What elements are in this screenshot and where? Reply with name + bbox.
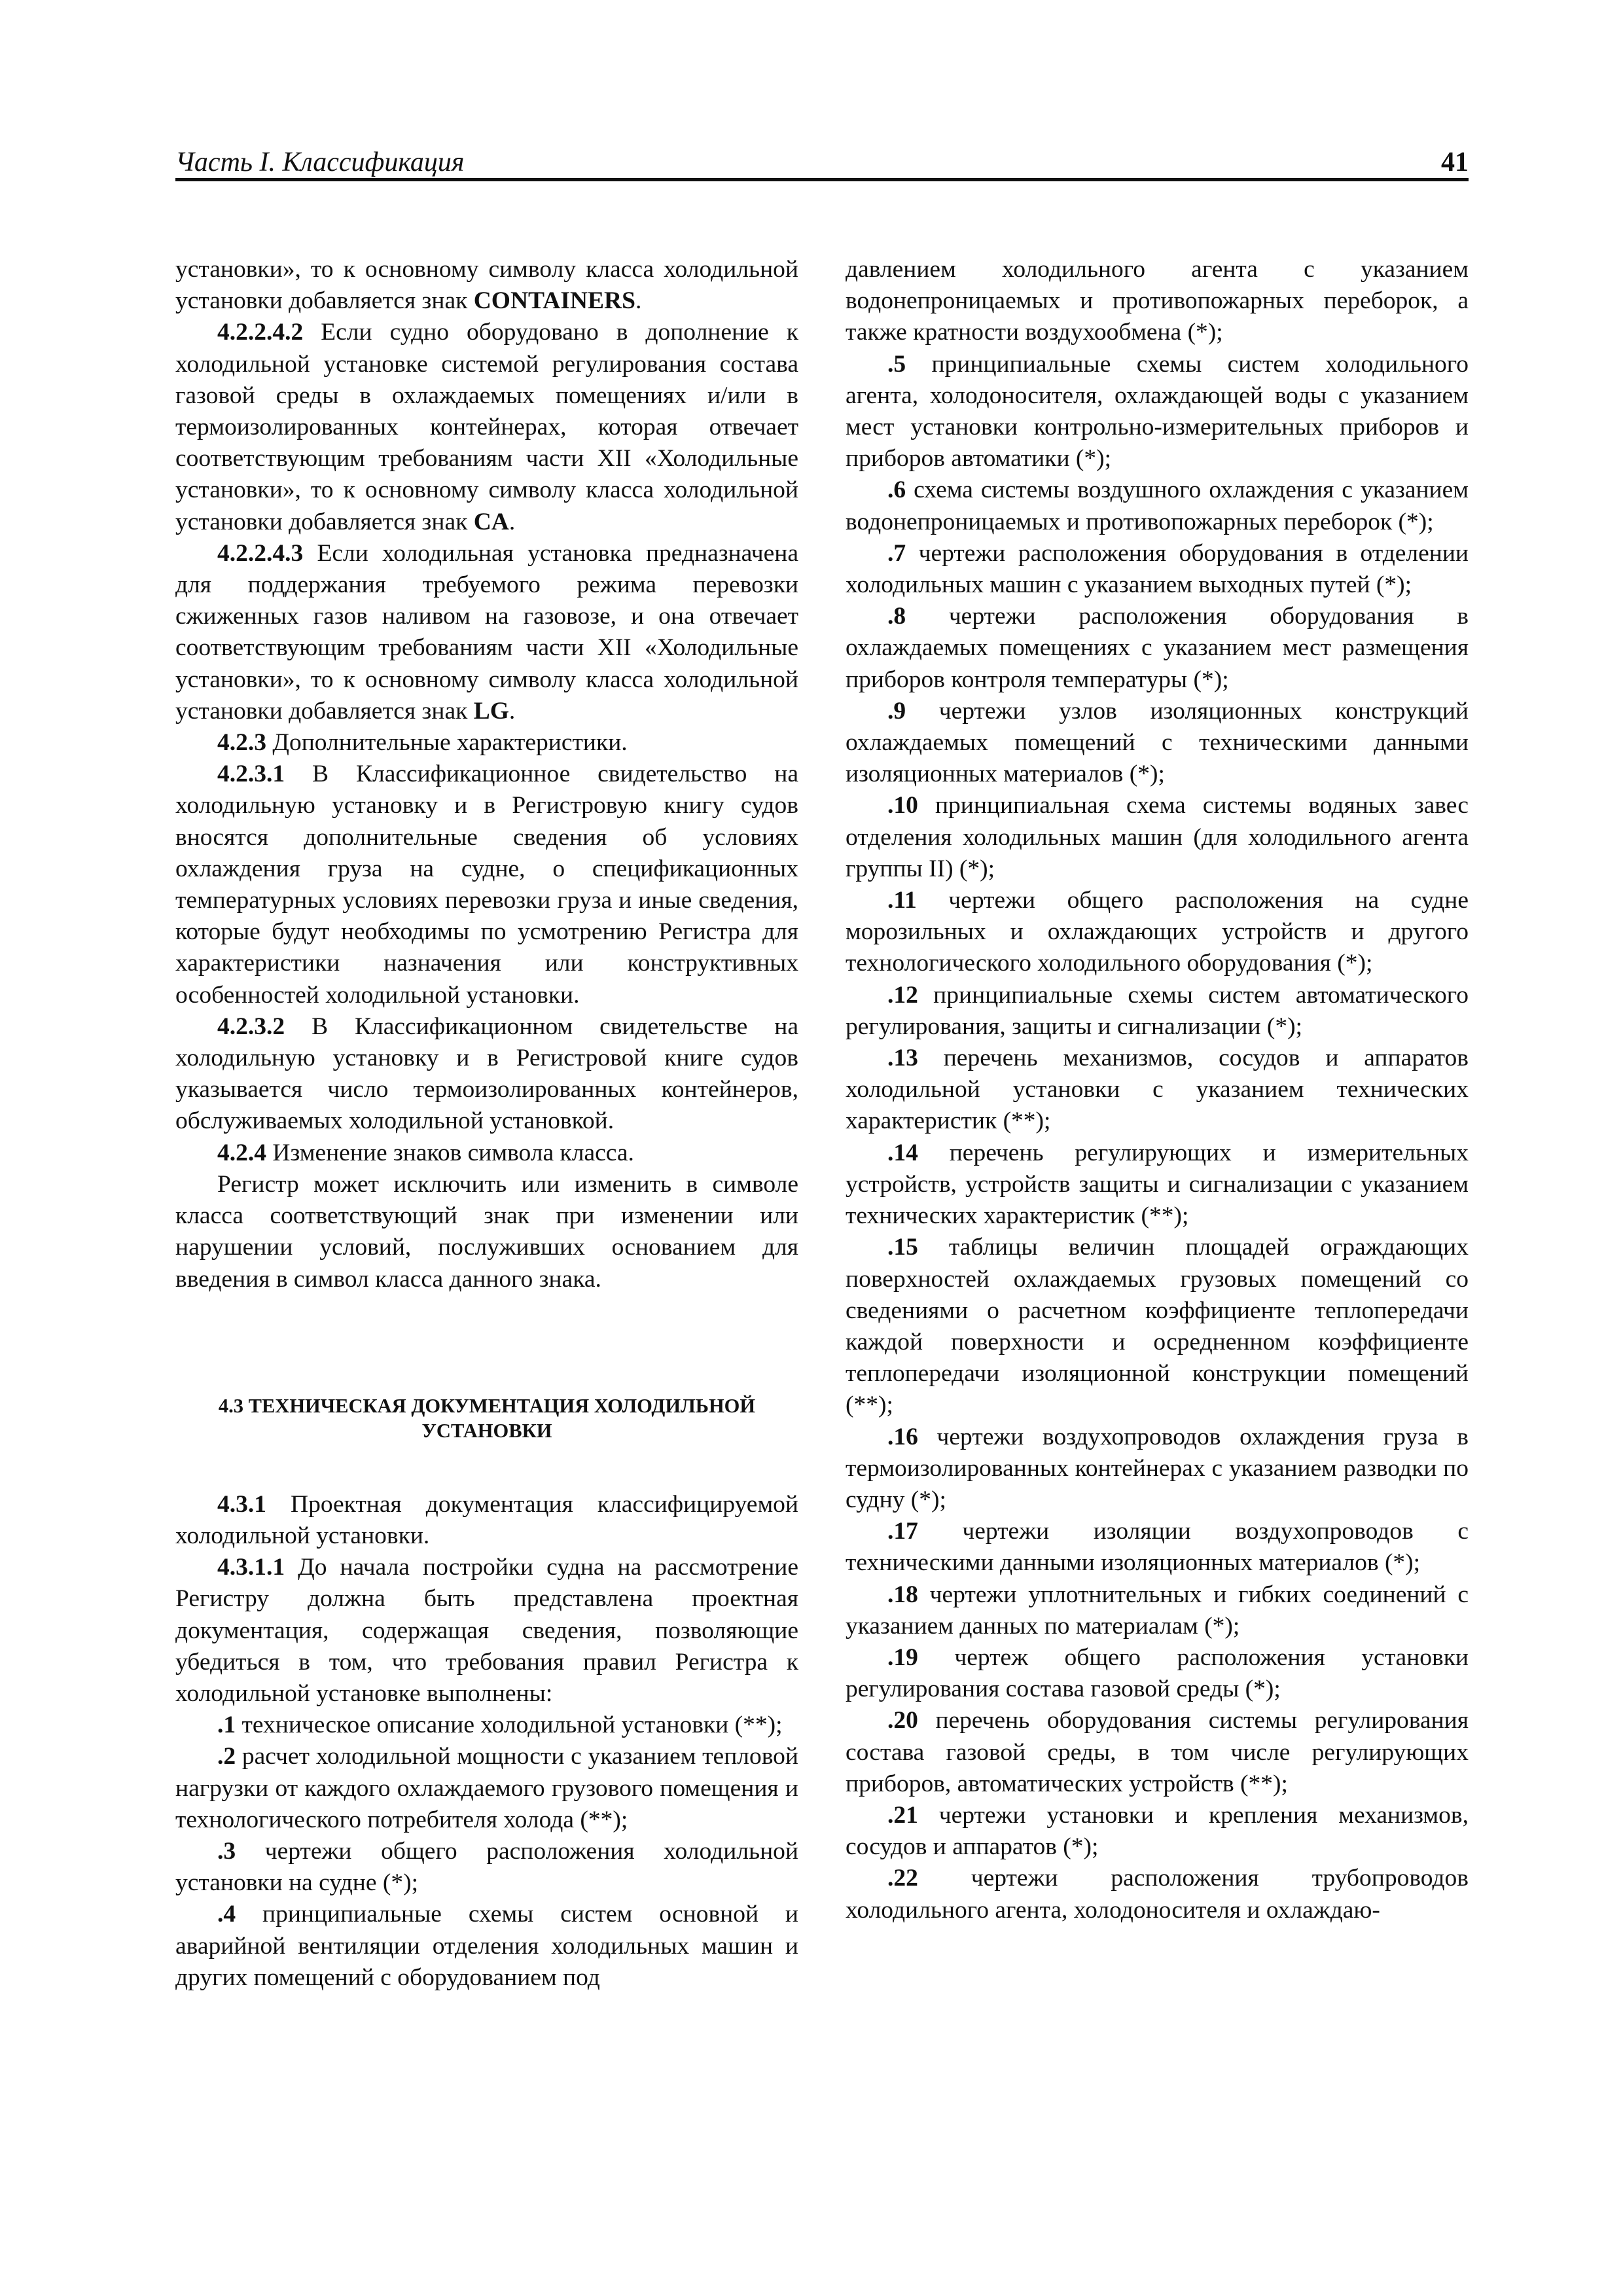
list-item: .1 техническое описание холодильной установки (**); — [217, 1712, 783, 1739]
paragraph: 4.2.3 Дополнительные характеристики. — [217, 729, 628, 757]
spacer — [175, 1443, 798, 1489]
list-item: .21 чертежи установки и крепления механизмов, сосудов и аппаратов (*); — [846, 1801, 1469, 1861]
paragraph: 4.3.1 Проектная документация классифицируемой холодильной установки. — [175, 1490, 798, 1549]
list-item: .18 чертежи уплотнительных и гибких соединений с указанием данных по материалам (*); — [846, 1581, 1469, 1640]
right-column — [846, 254, 1469, 1926]
list-item: .4 принципиальные схемы систем основной и аварийной вентиляции отделения холодильных машин и других помещений с оборудованием под — [175, 1901, 798, 1991]
list-item: .8 чертежи расположения оборудования в охлаждаемых помещениях с указанием мест размещения приборов контроля температуры (*); — [846, 603, 1469, 693]
paragraph: 4.3.1.1 До начала постройки судна на рассмотрение Регистру должна быть представлена проектная документация, содержащая сведения, позволяющие убедиться в том, что требования правил Регистра к холодильной установке выполнены: — [175, 1554, 798, 1707]
running-header — [175, 145, 1469, 179]
left-paragraphs-after — [175, 1489, 798, 1994]
list-item: давлением холодильного агента с указанием водонепроницаемых и противопожарных переборок, а также кратности воздухообмена (*); — [846, 256, 1469, 346]
list-item: .11 чертежи общего расположения на судне морозильных и охлаждающих устройств и другого технологического холодильного оборудования (*); — [846, 887, 1469, 977]
page-number: 41 — [1441, 147, 1469, 177]
list-item: .22 чертежи расположения трубопроводов холодильного агента, холодоносителя и охлаждаю- — [846, 1865, 1469, 1924]
section-heading: 4.3 ТЕХНИЧЕСКАЯ ДОКУМЕНТАЦИЯ ХОЛОДИЛЬНОЙ УСТАНОВКИ — [218, 1394, 756, 1442]
list-item: .15 таблицы величин площадей ограждающих поверхностей охлаждаемых грузовых помещений со сведениями о расчетном коэффициенте теплопередачи каждой поверхности и осредненном коэффициенте теплопередачи изоляционной конструкции помещений (**); — [846, 1234, 1469, 1419]
header-rule — [175, 178, 1469, 181]
list-item: .6 схема системы воздушного охлаждения с указанием водонепроницаемых и противопожарных переборок (*); — [846, 476, 1469, 535]
paragraph: 4.2.2.4.3 Если холодильная установка предназначена для поддержания требуемого режима перевозки сжиженных газов наливом на газовозе, и она отвечает соответствующим требованиям части XII «Холодильные установки», то к основному символу класса холодильной установки добавляется знак LG. — [175, 539, 798, 725]
paragraph: 4.2.3.2 В Классификационном свидетельстве на холодильную установку и в Регистровой книге судов указывается число термоизолированных контейнеров, обслуживаемых холодильной установкой. — [175, 1013, 798, 1135]
left-column — [175, 254, 798, 1994]
list-item: .2 расчет холодильной мощности с указанием тепловой нагрузки от каждого охлаждаемого грузового помещения и технологического потребителя холода (**); — [175, 1743, 798, 1833]
paragraph: Регистр может исключить или изменить в символе класса соответствующий знак при изменении или нарушении условий, послуживших основанием для введения в символ класса данного знака. — [175, 1170, 798, 1293]
list-item: .16 чертежи воздухопроводов охлаждения груза в термоизолированных контейнерах с указанием разводки по судну (*); — [846, 1423, 1469, 1513]
list-item: .10 принципиальная схема системы водяных завес отделения холодильных машин (для холодильного агента группы II) (*); — [846, 792, 1469, 882]
list-item: .5 принципиальные схемы систем холодильного агента, холодоносителя, охлаждающей воды с указанием мест установки контрольно-измерительных приборов и приборов автоматики (*); — [846, 350, 1469, 473]
list-item: .7 чертежи расположения оборудования в отделении холодильных машин с указанием выходных путей (*); — [846, 539, 1469, 599]
list-item: .14 перечень регулирующих и измерительных устройств, устройств защиты и сигнализации с указанием технических характеристик (**); — [846, 1139, 1469, 1230]
list-item: .12 принципиальные схемы систем автоматического регулирования, защиты и сигнализации (*); — [846, 981, 1469, 1040]
list-item: .20 перечень оборудования системы регулирования состава газовой среды, в том числе регулирующих приборов, автоматических устройств (**); — [846, 1707, 1469, 1797]
paragraph: установки», то к основному символу класса холодильной установки добавляется знак CONTAINERS. — [175, 256, 798, 315]
header-title: Часть I. Классификация — [175, 147, 465, 177]
list-item: .17 чертежи изоляции воздухопроводов с техническими данными изоляционных материалов (*); — [846, 1518, 1469, 1577]
paragraph: 4.2.2.4.2 Если судно оборудовано в дополнение к холодильной установке системой регулирования состава газовой среды в охлаждаемых помещениях и/или в термоизолированных контейнерах, которая отвечает соответствующим требованиям части XII «Холодильные установки», то к основному символу класса холодильной установки добавляется знак CA. — [175, 319, 798, 535]
paragraph: 4.2.4 Изменение знаков символа класса. — [217, 1139, 634, 1166]
left-paragraphs — [175, 254, 798, 1295]
list-item: .9 чертежи узлов изоляционных конструкций охлаждаемых помещений с техническими данными изоляционных материалов (*); — [846, 697, 1469, 788]
list-item: .19 чертеж общего расположения установки регулирования состава газовой среды (*); — [846, 1643, 1469, 1703]
list-item: .13 перечень механизмов, сосудов и аппаратов холодильной установки с указанием технических характеристик (**); — [846, 1045, 1469, 1135]
paragraph: 4.2.3.1 В Классификационное свидетельство на холодильную установку и в Регистровую книгу судов вносятся дополнительные сведения об условиях охлаждения груза на судне, о спецификационных температурных условиях перевозки груза и иные сведения, которые будут необходимы по усмотрению Регистра для характеристики назначения или конструктивных особенностей холодильной установки. — [175, 761, 798, 1009]
spacer — [175, 1295, 798, 1393]
list-item: .3 чертежи общего расположения холодильной установки на судне (*); — [175, 1837, 798, 1897]
